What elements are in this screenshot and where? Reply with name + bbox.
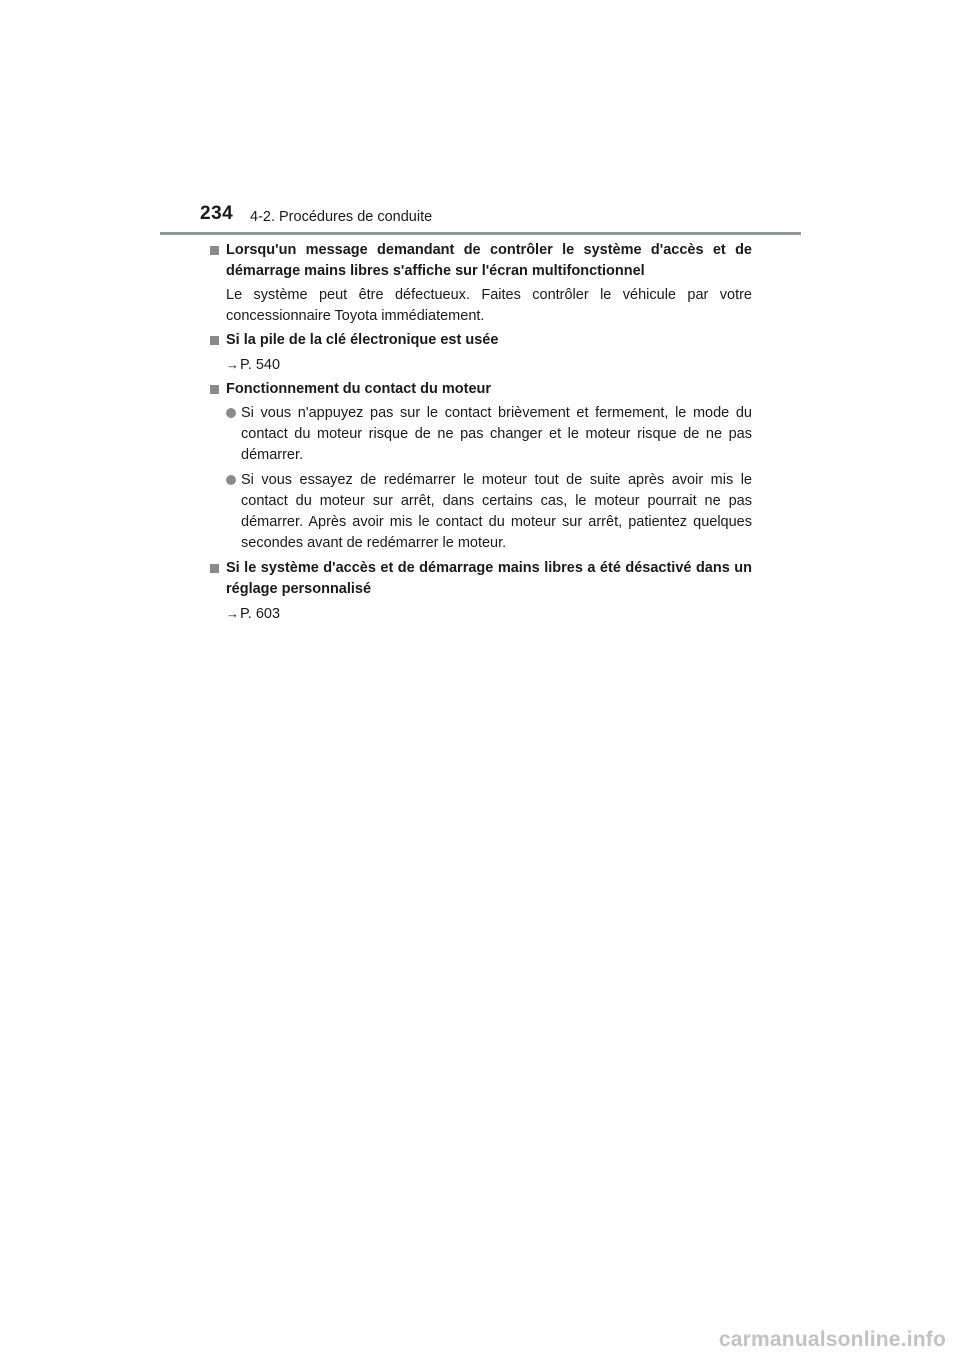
section-heading	[210, 330, 752, 351]
section-title: 4-2. Procédures de conduite	[250, 209, 433, 225]
square-bullet-icon	[210, 385, 219, 394]
section-heading-text: Si la pile de la clé électronique est usée	[226, 332, 499, 348]
page-header	[0, 0, 960, 240]
list-item-text: Si vous n'appuyez pas sur le contact brièvement et fermement, le mode du contact du moteur risque de ne pas changer et le moteur risque de ne pas démarrer.	[241, 405, 752, 463]
page-reference-link[interactable]	[226, 354, 752, 376]
round-bullet-icon	[226, 408, 236, 418]
list-item	[226, 470, 752, 554]
section-heading	[210, 558, 752, 600]
section-customization	[210, 558, 752, 625]
section-warning-message	[210, 240, 752, 327]
section-heading	[210, 240, 752, 282]
square-bullet-icon	[210, 336, 219, 345]
section-heading-text: Fonctionnement du contact du moteur	[226, 381, 492, 397]
section-heading	[210, 379, 752, 400]
watermark: carmanualsonline.info	[718, 1328, 946, 1351]
page-reference-text: P. 540	[240, 357, 281, 373]
section-body: Le système peut être défectueux. Faites contrôler le véhicule par votre concessionnaire Toyota immédiatement.	[226, 287, 752, 324]
page-content	[210, 240, 752, 628]
arrow-right-icon: →	[226, 357, 239, 372]
square-bullet-icon	[210, 564, 219, 573]
section-heading-text: Si le système d'accès et de démarrage mains libres a été désactivé dans un réglage personnalisé	[226, 560, 752, 597]
list-item-text: Si vous essayez de redémarrer le moteur tout de suite après avoir mis le contact du moteur sur arrêt, dans certains cas, le moteur pourrait ne pas démarrer. Après avoir mis le contact du moteur sur arrêt, patientez quelques secondes avant de redémarrer le moteur.	[241, 472, 752, 551]
page-number: 234	[200, 203, 234, 224]
page-reference-text: P. 603	[240, 606, 281, 622]
section-engine-switch	[210, 379, 752, 554]
section-heading-text: Lorsqu'un message demandant de contrôler le système d'accès et de démarrage mains libres s'affiche sur l'écran multifonctionnel	[226, 242, 752, 279]
round-bullet-icon	[226, 475, 236, 485]
list-item	[226, 403, 752, 466]
header-divider	[160, 232, 801, 235]
page-reference-link[interactable]	[226, 603, 752, 625]
section-key-battery	[210, 330, 752, 376]
arrow-right-icon: →	[226, 606, 239, 621]
square-bullet-icon	[210, 246, 219, 255]
